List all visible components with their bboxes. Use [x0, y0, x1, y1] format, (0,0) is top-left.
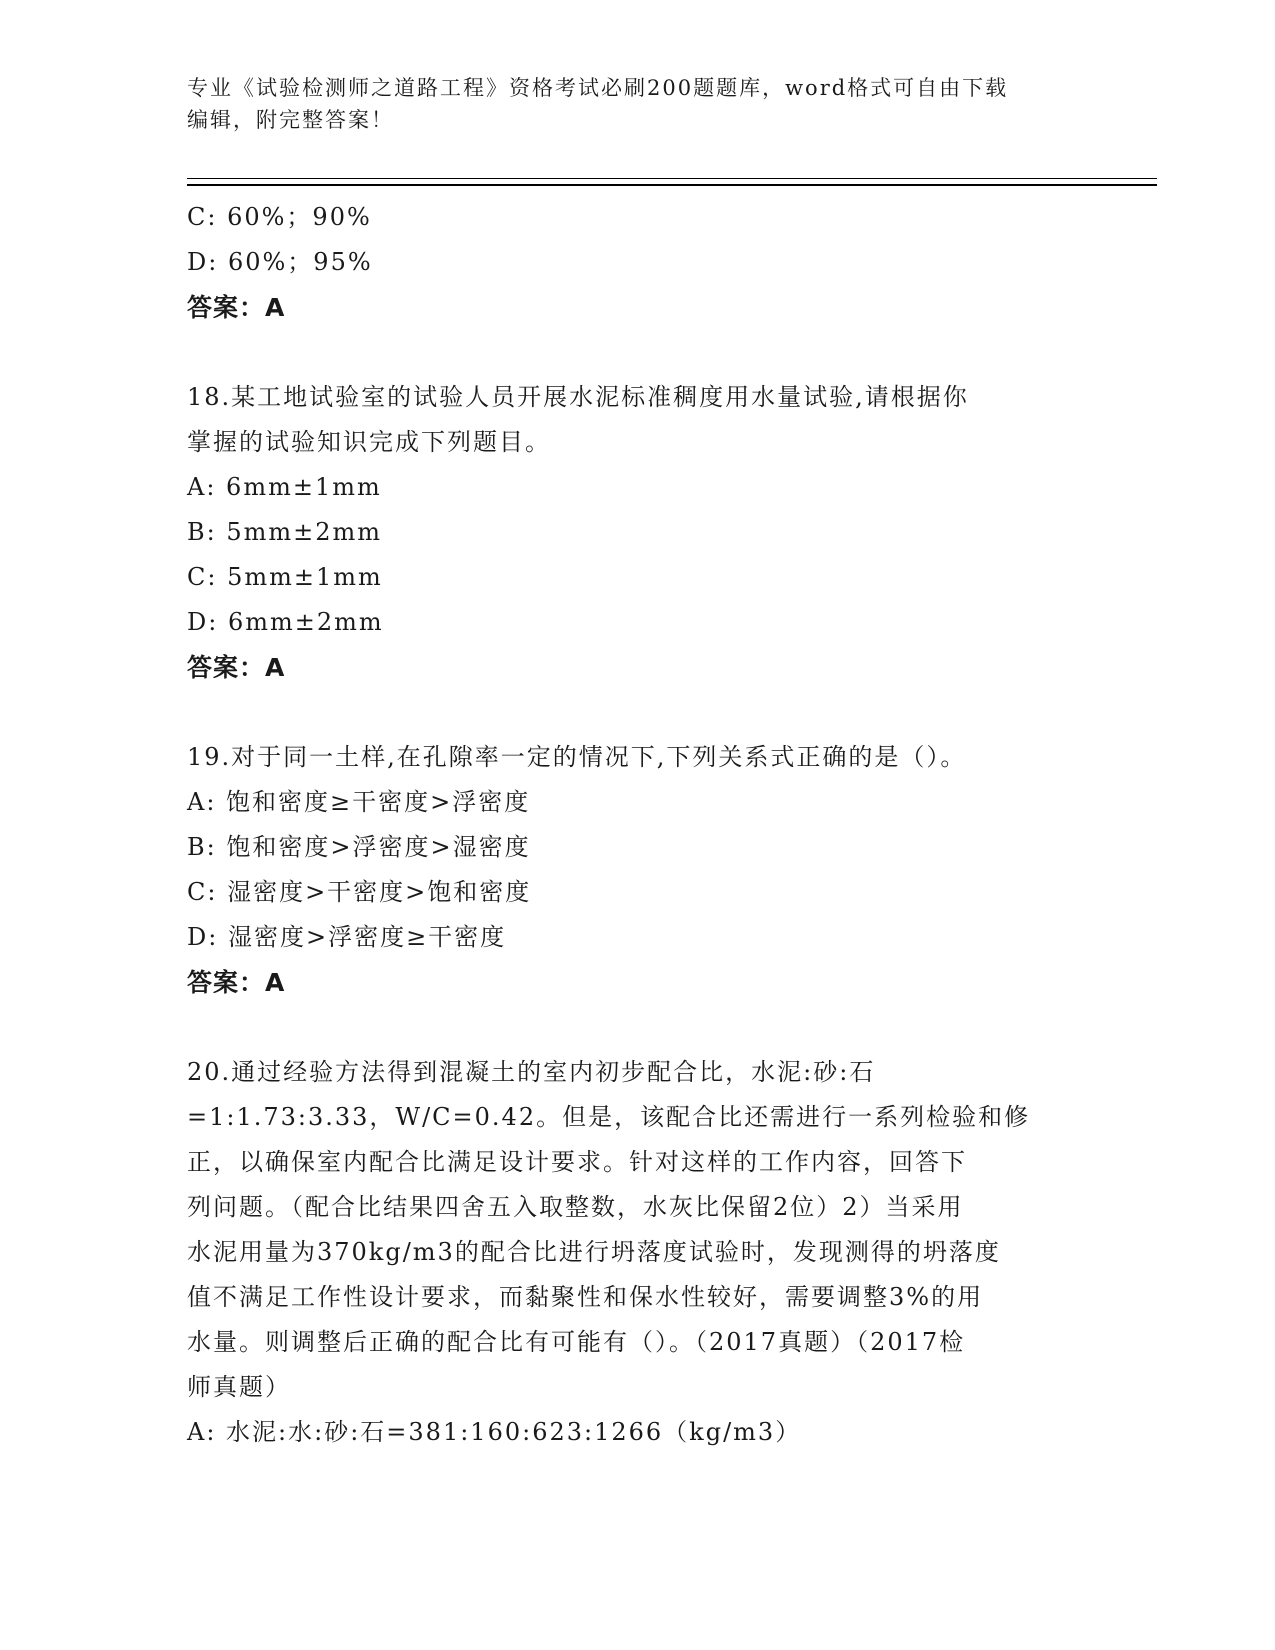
question-text-line: 正，以确保室内配合比满足设计要求。针对这样的工作内容，回答下 — [187, 1148, 967, 1176]
question-text — [187, 735, 1087, 780]
question-text-line: 掌握的试验知识完成下列题目。 — [187, 428, 551, 456]
option-d: D: 湿密度>浮密度≥干密度 — [187, 923, 507, 951]
option-a: A: 水泥:水:砂:石=381:160:623:1266（kg/m3） — [187, 1418, 802, 1446]
question-text-line: 水泥用量为370kg/m3的配合比进行坍落度试验时，发现测得的坍落度 — [187, 1238, 1001, 1266]
question-18 — [187, 375, 1087, 690]
header-title-line-2: 编辑，附完整答案！ — [187, 108, 394, 132]
question-19 — [187, 735, 1087, 1005]
option-b: B: 饱和密度>浮密度>湿密度 — [187, 833, 531, 861]
answer-label: 答案：A — [187, 653, 286, 682]
option-d: D: 6mm±2mm — [187, 608, 384, 636]
option-c: C: 60%；90% — [187, 203, 372, 231]
question-text-line: 19.对于同一土样,在孔隙率一定的情况下,下列关系式正确的是（）。 — [187, 743, 967, 771]
page-header — [187, 72, 1087, 136]
question-text — [187, 1050, 1087, 1410]
question-text-line: 列问题。（配合比结果四舍五入取整数，水灰比保留2位）2）当采用 — [187, 1193, 964, 1221]
question-text — [187, 375, 1087, 465]
answer-label: 答案：A — [187, 293, 286, 322]
prev-question — [187, 195, 1087, 330]
question-20 — [187, 1050, 1087, 1455]
option-c: C: 湿密度>干密度>饱和密度 — [187, 878, 532, 906]
header-title-line-1: 专业《试验检测师之道路工程》资格考试必刷200题题库，word格式可自由下载 — [187, 76, 1009, 100]
question-text-line: 值不满足工作性设计要求，而黏聚性和保水性较好，需要调整3%的用 — [187, 1283, 984, 1311]
question-text-line: 18.某工地试验室的试验人员开展水泥标准稠度用水量试验,请根据你 — [187, 383, 969, 411]
header-divider — [187, 178, 1157, 186]
option-b: B: 5mm±2mm — [187, 518, 383, 546]
question-text-line: 师真题） — [187, 1373, 291, 1401]
answer-label: 答案：A — [187, 968, 286, 997]
option-d: D: 60%；95% — [187, 248, 373, 276]
spacer — [187, 330, 1087, 375]
question-text-line: 水量。则调整后正确的配合比有可能有（）。（2017真题）（2017检 — [187, 1328, 966, 1356]
question-content — [187, 195, 1087, 1455]
question-text-line: =1:1.73:3.33，W/C=0.42。但是，该配合比还需进行一系列检验和修 — [187, 1103, 1031, 1131]
spacer — [187, 690, 1087, 735]
option-c: C: 5mm±1mm — [187, 563, 383, 591]
option-a: A: 6mm±1mm — [187, 473, 382, 501]
spacer — [187, 1005, 1087, 1050]
option-a: A: 饱和密度≥干密度>浮密度 — [187, 788, 531, 816]
question-text-line: 20.通过经验方法得到混凝土的室内初步配合比，水泥:砂:石 — [187, 1058, 876, 1086]
